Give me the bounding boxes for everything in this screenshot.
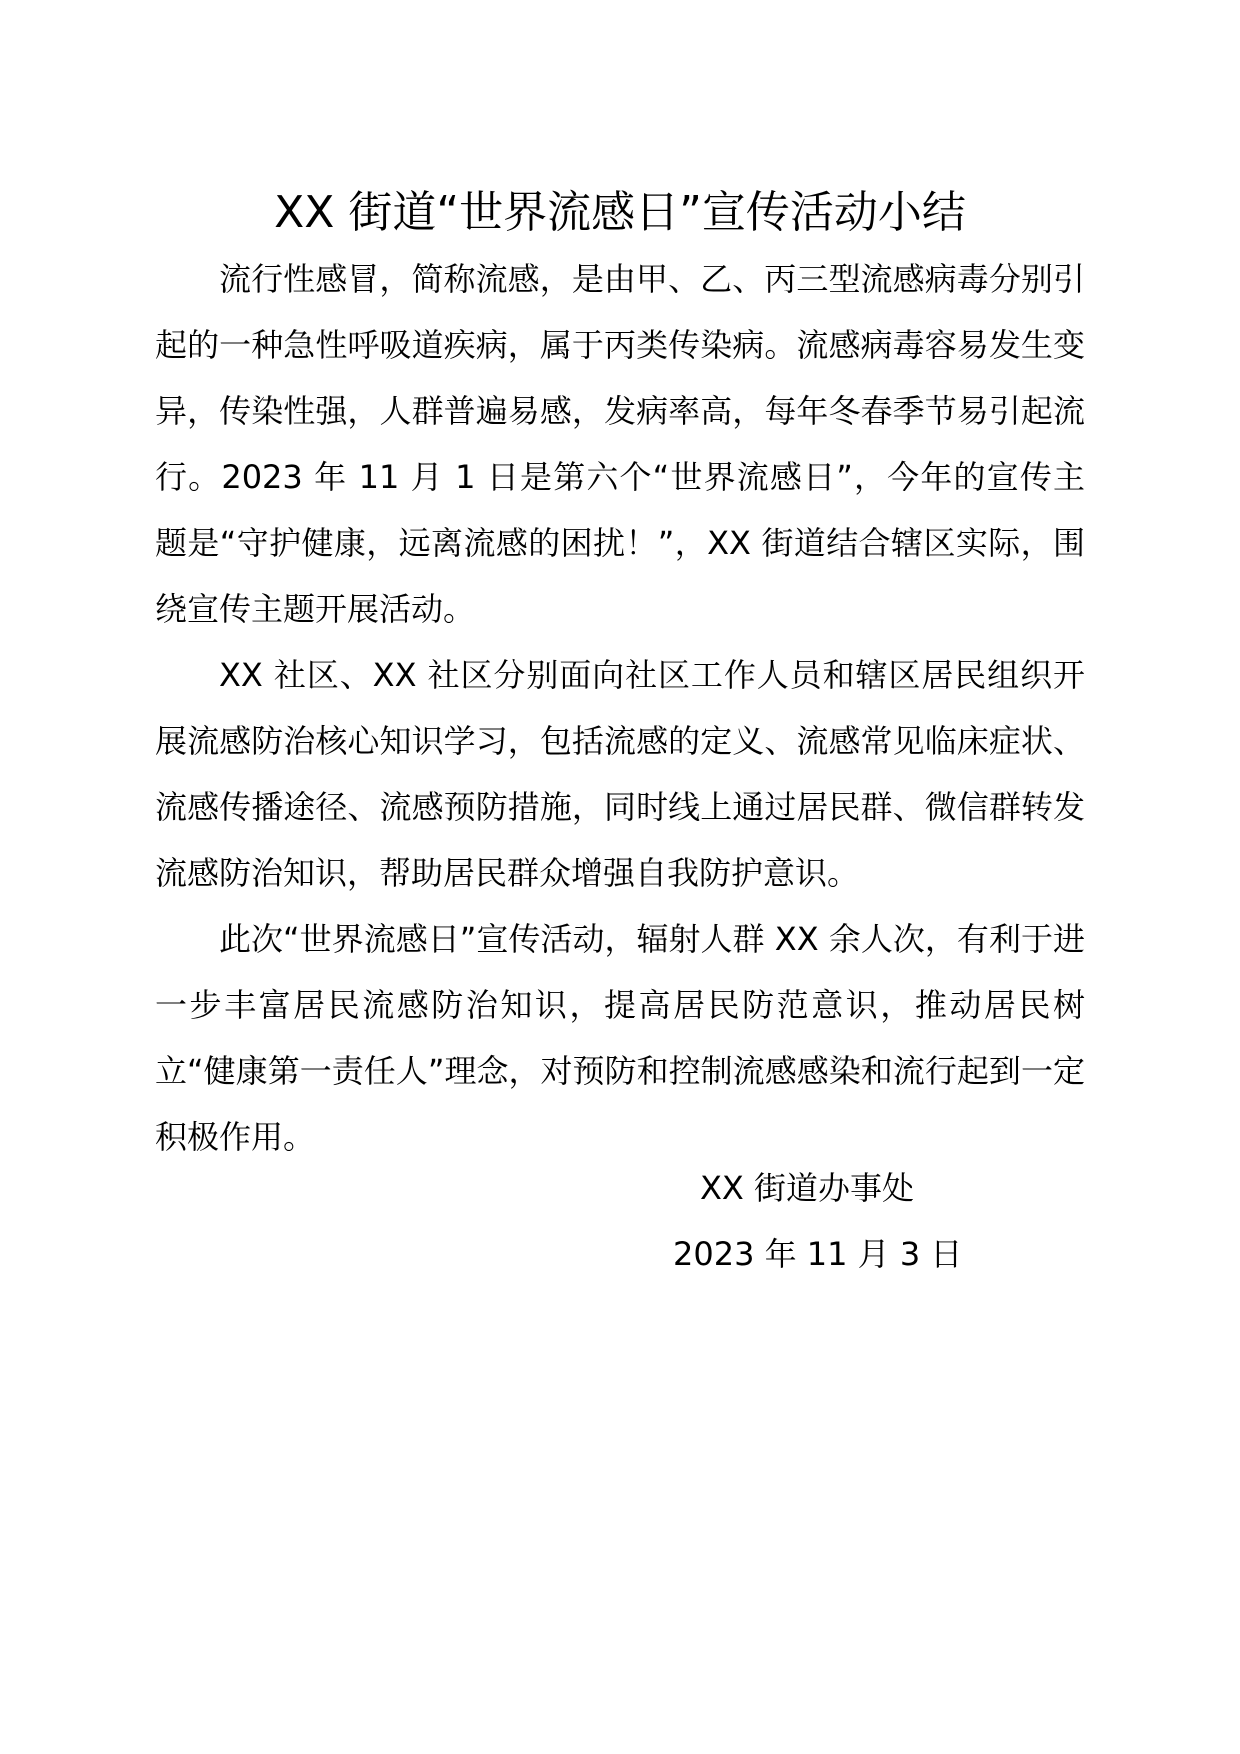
paragraph: 此次“世界流感日”宣传活动，辐射人群 XX 余人次，有利于进一步丰富居民流感防治知识，提高居民防范意识，推动居民树立“健康第一责任人”理念，对预防和控制流感感染和流行起到一定积极作用。 [155,920,1085,1156]
signature-date: 2023 年 11 月 3 日 [673,1235,963,1273]
document-body [155,246,1085,1170]
paragraph: XX 社区、XX 社区分别面向社区工作人员和辖区居民组织开展流感防治核心知识学习，包括流感的定义、流感常见临床症状、流感传播途径、流感预防措施，同时线上通过居民群、微信群转发流感防治知识，帮助居民群众增强自我防护意识。 [155,656,1085,892]
paragraph: 流行性感冒，简称流感，是由甲、乙、丙三型流感病毒分别引起的一种急性呼吸道疾病，属于丙类传染病。流感病毒容易发生变异，传染性强，人群普遍易感，发病率高，每年冬春季节易引起流行。2023 年 11 月 1 日是第六个“世界流感日”，今年的宣传主题是“守护健康，远离流感的困扰！”，XX 街道结合辖区实际，围绕宣传主题开展活动。 [155,260,1085,628]
signature-organization: XX 街道办事处 [700,1169,915,1207]
document-title: XX 街道“世界流感日”宣传活动小结 [274,187,966,238]
